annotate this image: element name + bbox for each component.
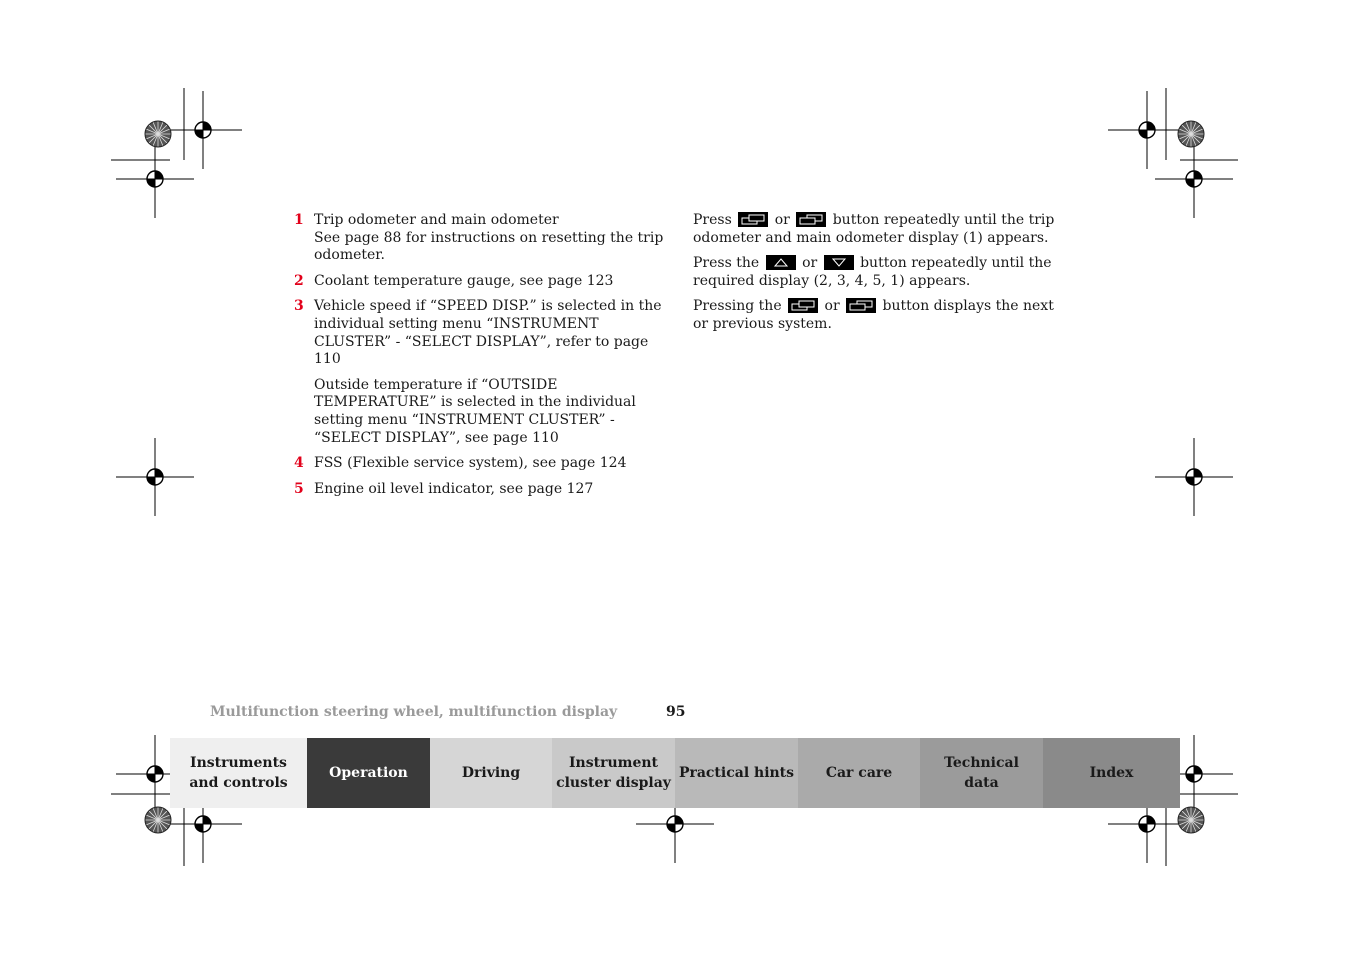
tab-instruments-and-controls[interactable]: Instruments and controls — [170, 738, 307, 808]
legend-text: See page 88 for instructions on resetting the trip odometer. — [314, 229, 664, 264]
legend-item-5 — [294, 481, 666, 499]
legend-number: 3 — [294, 298, 304, 315]
legend-text: Engine oil level indicator, see page 127 — [314, 480, 594, 497]
next-system-button-icon — [738, 212, 768, 227]
tab-instrument-cluster-display[interactable]: Instrument cluster display — [552, 738, 675, 808]
legend-text: FSS (Flexible service system), see page 124 — [314, 455, 627, 472]
down-arrow-button-icon — [824, 255, 854, 270]
legend-item-2 — [294, 273, 666, 291]
legend-text: Outside temperature if “OUTSIDE TEMPERATURE” is selected in the individual setting menu “INSTRUMENT CLUSTER” - “SELECT DISPLAY”, see page 110 — [314, 376, 636, 446]
section-tab-bar — [170, 738, 1180, 808]
section-title: Multifunction steering wheel, multifunction display — [210, 704, 618, 720]
instruction-paragraph-2: Press the or button repeatedly until the required display (2, 3, 4, 5, 1) appears. — [693, 255, 1052, 289]
legend-list — [294, 212, 666, 506]
tab-technical-data[interactable]: Technical data — [920, 738, 1043, 808]
next-system-button-icon — [788, 298, 818, 313]
previous-system-button-icon — [796, 212, 826, 227]
legend-number: 2 — [294, 272, 304, 289]
legend-item-4 — [294, 455, 666, 473]
tab-practical-hints[interactable]: Practical hints — [675, 738, 798, 808]
legend-item-1 — [294, 212, 666, 265]
tab-driving[interactable]: Driving — [430, 738, 552, 808]
instruction-paragraph-3: Pressing the or button displays the next or previous system. — [693, 298, 1054, 332]
page-number: 95 — [666, 704, 686, 720]
legend-item-3 — [294, 298, 666, 447]
legend-number: 5 — [294, 480, 304, 497]
legend-number: 4 — [294, 455, 304, 472]
legend-text: Coolant temperature gauge, see page 123 — [314, 272, 614, 289]
legend-number: 1 — [294, 212, 304, 228]
up-arrow-button-icon — [766, 255, 796, 270]
legend-text: Vehicle speed if “SPEED DISP.” is selected in the individual setting menu “INSTRUMENT CLUSTER” - “SELECT DISPLAY”, refer to page 110 — [314, 298, 662, 368]
tab-car-care[interactable]: Car care — [798, 738, 920, 808]
tab-operation[interactable]: Operation — [307, 738, 430, 808]
instructions — [693, 212, 1063, 342]
previous-system-button-icon — [846, 298, 876, 313]
tab-index[interactable]: Index — [1043, 738, 1180, 808]
legend-text: Trip odometer and main odometer — [314, 212, 559, 228]
instruction-paragraph-1: Press or button repeatedly until the trip odometer and main odometer display (1) appears. — [693, 212, 1055, 246]
